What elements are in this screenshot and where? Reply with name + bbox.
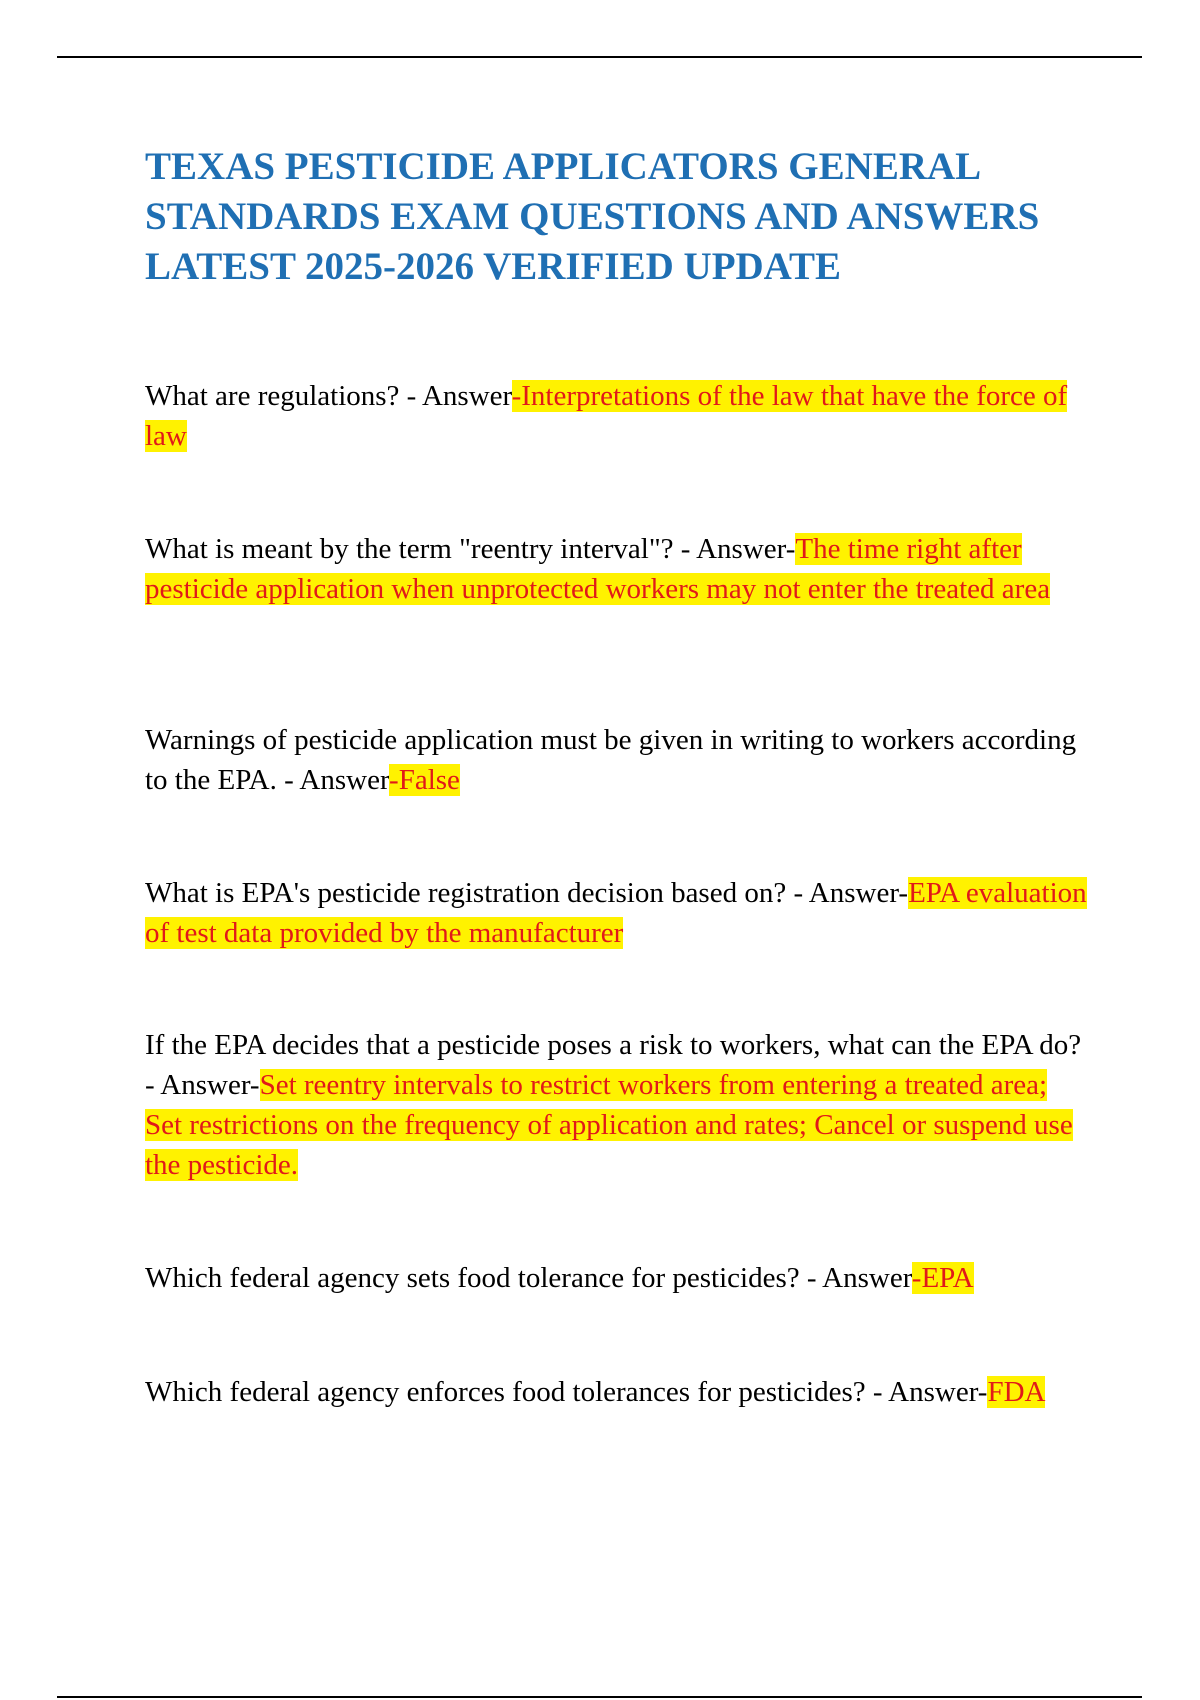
answer-text: -False	[389, 764, 460, 796]
question-text: What are regulations? - Answer	[145, 380, 512, 412]
top-rule	[57, 56, 1142, 58]
qa-item-6	[145, 1258, 1090, 1298]
qa-item-3	[145, 720, 1090, 800]
question-text: What is EPA's pesticide registration decision based on? - Answer-	[145, 877, 909, 909]
qa-item-5	[145, 1025, 1090, 1185]
qa-item-1	[145, 376, 1090, 456]
answer-text: Set reentry intervals to restrict workers from entering a treated area; Set restrictions on the frequency of application and rates; Cancel or suspend use the pesticide.	[145, 1069, 1073, 1181]
answer-text: EPA evaluation of test data provided by the manufacturer	[145, 877, 1087, 949]
answer-text: -Interpretations of the law that have the force of law	[145, 380, 1068, 452]
bottom-rule	[57, 1696, 1142, 1698]
question-text: If the EPA decides that a pesticide poses a risk to workers, what can the EPA do? - Answer-	[145, 1029, 1082, 1101]
answer-text: -EPA	[911, 1262, 974, 1294]
question-text: What is meant by the term "reentry interval"? - Answer-	[145, 533, 796, 565]
qa-item-7	[145, 1372, 1090, 1412]
answer-text: FDA	[987, 1376, 1046, 1408]
qa-item-4	[145, 873, 1090, 953]
answer-text: The time right after pesticide application when unprotected workers may not enter the treated area	[145, 533, 1051, 605]
question-text: Which federal agency sets food tolerance for pesticides? - Answer	[145, 1262, 912, 1294]
question-text: Warnings of pesticide application must be given in writing to workers according to the EPA. - Answer	[145, 724, 1077, 796]
question-text: Which federal agency enforces food tolerances for pesticides? - Answer-	[145, 1376, 988, 1408]
document-title: TEXAS PESTICIDE APPLICATORS GENERAL STANDARDS EXAM QUESTIONS AND ANSWERS LATEST 2025-2026 VERIFIED UPDATE	[145, 145, 1040, 288]
qa-item-2	[145, 529, 1090, 609]
